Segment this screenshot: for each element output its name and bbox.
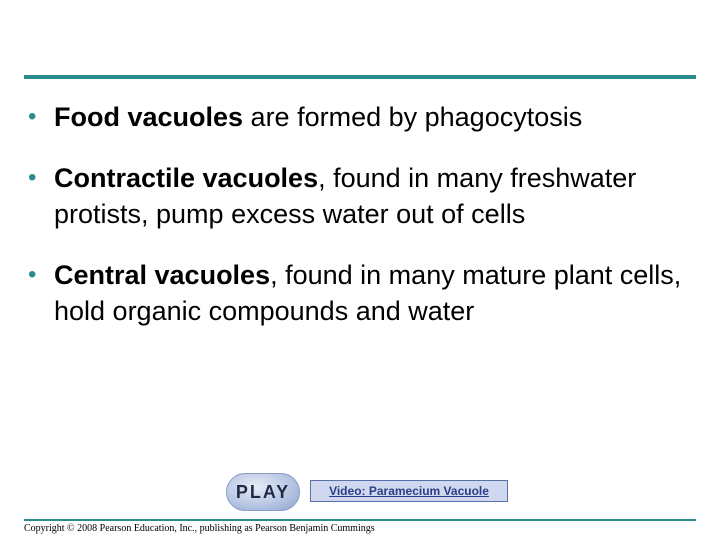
play-button-label: PLAY	[235, 481, 291, 502]
bullet-text: , found in many mature plant cells, hold organic compounds and water	[54, 260, 682, 326]
bullet-term: Contractile vacuoles	[54, 163, 319, 193]
bullet-term: Central vacuoles	[54, 260, 271, 290]
bullet-text: , found in many freshwater protists, pump excess water out of cells	[54, 163, 637, 229]
bullet-term: Food vacuoles	[54, 102, 244, 132]
bullet-item	[28, 99, 698, 135]
bottom-divider	[24, 519, 696, 521]
video-link-button[interactable]	[310, 480, 508, 502]
top-divider	[24, 75, 696, 79]
bullet-item	[28, 160, 698, 232]
bullet-list	[28, 99, 698, 354]
copyright-notice: Copyright © 2008 Pearson Education, Inc., publishing as Pearson Benjamin Cummings	[24, 523, 375, 534]
bullet-marker: •	[28, 103, 37, 130]
bullet-marker: •	[28, 164, 37, 191]
bullet-item	[28, 257, 698, 329]
bullet-marker: •	[28, 261, 37, 288]
play-button[interactable]	[226, 473, 300, 511]
video-link[interactable]: Video: Paramecium Vacuole	[329, 484, 489, 498]
bullet-text: are formed by phagocytosis	[243, 102, 583, 132]
